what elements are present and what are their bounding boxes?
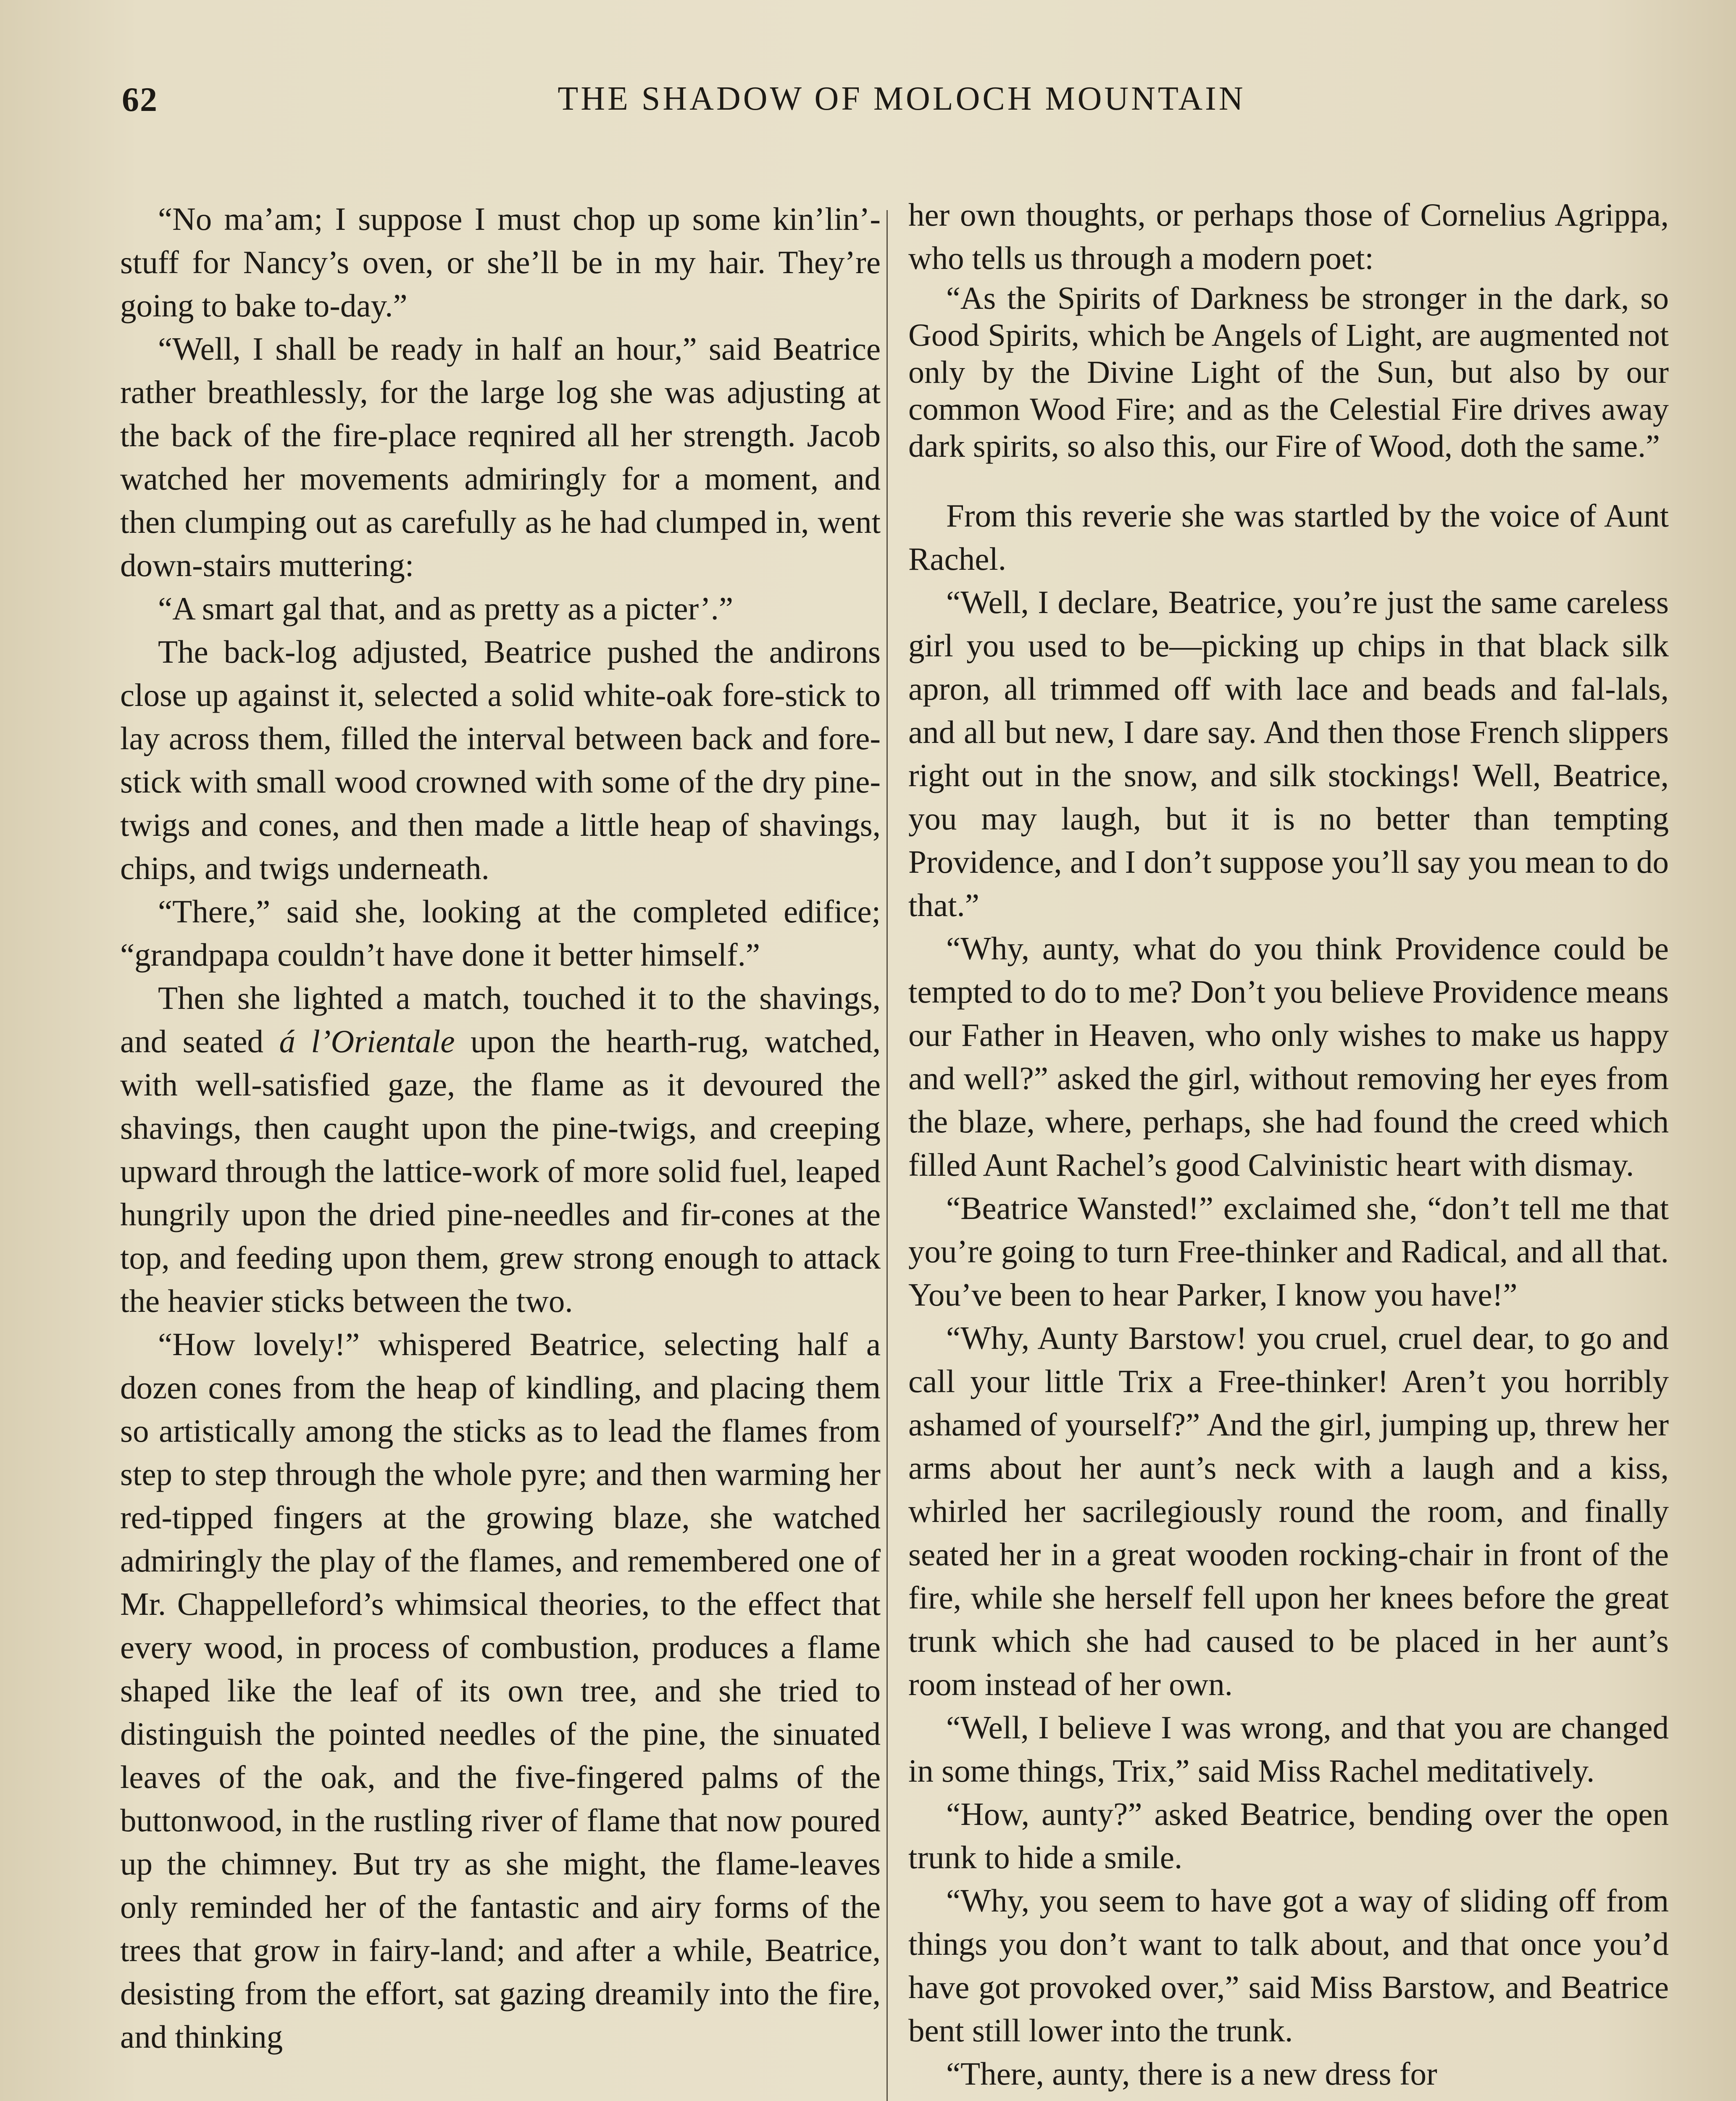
paragraph: [120, 977, 881, 1323]
paragraph: “Beatrice Wansted!” exclaimed she, “don’t tell me that you’re going to turn Free-thinker and Radical, and all that. You’ve been to hear Parker, I know you have!”: [908, 1190, 1669, 1313]
page-header: [118, 80, 1618, 126]
page-number: 62: [122, 80, 158, 118]
paragraph: “No ma’am; I suppose I must chop up some kin’lin’-stuff for Nancy’s oven, or she’ll be in my hair. They’re going to bake to-day.”: [120, 201, 881, 324]
paragraph-text: Then she lighted a match, touched it to the shavings, and seated: [120, 980, 881, 1059]
paragraph: “Well, I shall be ready in half an hour,” said Beatrice rather breathlessly, for the large log she was adjusting at the back of the fire-place reqnired all her strength. Jacob watched her movements admiringly for a moment, and then clumping out as carefully as he had clumped in, went down-stairs muttering:: [120, 331, 881, 583]
paragraph: From this reverie she was startled by the voice of Aunt Rachel.: [908, 498, 1669, 577]
paragraph: “Well, I believe I was wrong, and that you are changed in some things, Trix,” said Miss Rachel meditatively.: [908, 1709, 1669, 1789]
paragraph: “Why, Aunty Barstow! you cruel, cruel dear, to go and call your little Trix a Free-thinker! Aren’t you horribly ashamed of yourself?” And the girl, jumping up, threw her arms about her aunt’s neck with a laugh and a kiss, whirled her sacrilegiously round the room, and finally seated her in a great wooden rocking-chair in front of the fire, while she herself fell upon her knees before the great trunk which she had caused to be placed in her aunt’s room instead of her own.: [908, 1320, 1669, 1702]
paragraph: “Why, aunty, what do you think Providence could be tempted to do to me? Don’t you believe Providence means our Father in Heaven, who only wishes to make us happy and well?” asked the girl, without removing her eyes from the blaze, where, perhaps, she had found the creed which filled Aunt Rachel’s good Calvinistic heart with dismay.: [908, 930, 1669, 1183]
running-title: THE SHADOW OF MOLOCH MOUNTAIN: [558, 80, 1246, 117]
paragraph: “How, aunty?” asked Beatrice, bending over the open trunk to hide a smile.: [908, 1796, 1669, 1875]
paragraph: “There, aunty, there is a new dress for: [946, 2056, 1437, 2092]
paragraph: “Well, I declare, Beatrice, you’re just the same careless girl you used to be—picking up chips in that black silk apron, all trimmed off with lace and beads and fal-lals, and all but new, I dare say. And then those French slippers right out in the snow, and silk stockings! Well, Beatrice, you may laugh, but it is no better than tempting Providence, and I don’t suppose you’ll say you mean to do that.”: [908, 584, 1669, 923]
paragraph-text: upon the hearth-rug, watched, with well-satisfied gaze, the flame as it devoured the shavings, then caught upon the pine-twigs, and creeping upward through the lattice-work of more solid fuel, leaped hungrily upon the dried pine-needles and fir-cones at the top, and feeding upon them, grew strong enough to attack the heavier sticks between the two.: [120, 1023, 881, 1319]
paragraph: “How lovely!” whispered Beatrice, selecting half a dozen cones from the heap of kindling, and placing them so artistically among the sticks as to lead the flames from step to step through the whole pyre; and then warming her red-tipped fingers at the growing blaze, she watched admiringly the play of the flames, and remembered one of Mr. Chappelleford’s whimsical theories, to the effect that every wood, in process of combustion, produces a flame shaped like the leaf of its own tree, and she tried to distinguish the pointed needles of the pine, the sinuated leaves of the oak, and the five-fingered palms of the buttonwood, in the rustling river of flame that now poured up the chimney. But try as she might, the flame-leaves only reminded her of the fantastic and airy forms of the trees that grow in fairy-land; and after a while, Beatrice, desisting from the effort, sat gazing dreamily into the fire, and thinking: [120, 1326, 881, 2055]
paragraph: “A smart gal that, and as pretty as a picter’.”: [158, 590, 734, 627]
right-column: [908, 193, 1669, 2096]
italic-phrase: á l’Orientale: [279, 1023, 455, 1059]
paragraph: “There,” said she, looking at the completed edifice; “grandpapa couldn’t have done it better himself.”: [120, 893, 881, 973]
paragraph: The back-log adjusted, Beatrice pushed the andirons close up against it, selected a solid white-oak fore-stick to lay across them, filled the interval between back and fore-stick with small wood crowned with some of the dry pine-twigs and cones, and then made a little heap of shavings, chips, and twigs underneath.: [120, 634, 881, 886]
block-quote: “As the Spirits of Darkness be stronger in the dark, so Good Spirits, which be Angels of Light, are augmented not only by the Divine Light of the Sun, but also by our common Wood Fire; and as the Celestial Fire drives away dark spirits, so also this, our Fire of Wood, doth the same.”: [908, 281, 1669, 464]
left-column: [120, 197, 881, 2059]
paragraph: “Why, you seem to have got a way of sliding off from things you don’t want to talk about, and that once you’d have got provoked over,” said Miss Barstow, and Beatrice bent still lower into the trunk.: [908, 1882, 1669, 2048]
column-divider: [886, 210, 888, 2101]
paragraph-continuation: her own thoughts, or perhaps those of Cornelius Agrippa, who tells us through a modern poet:: [908, 197, 1669, 276]
section-gap: [908, 465, 1669, 494]
